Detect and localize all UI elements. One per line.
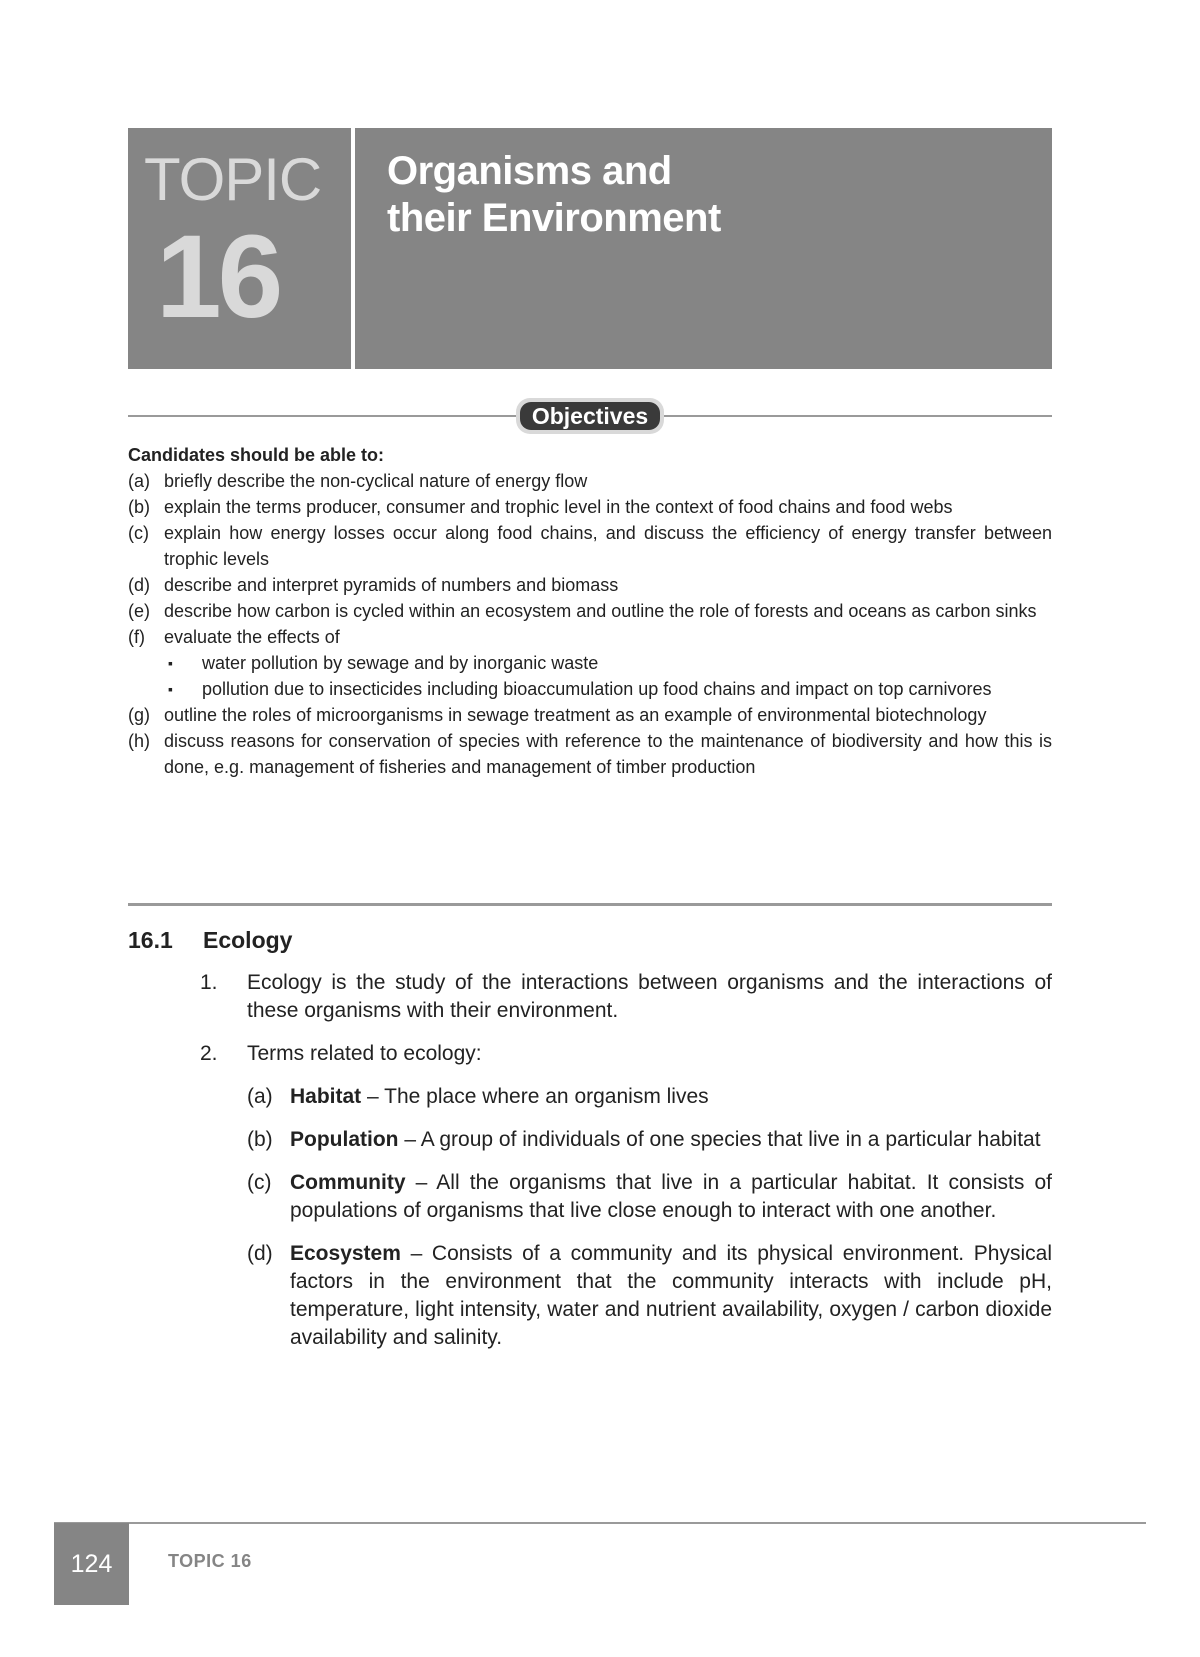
objective-text: describe and interpret pyramids of numbers and biomass [164, 575, 619, 595]
term-item [247, 1240, 1052, 1352]
term-name: Habitat [290, 1085, 362, 1108]
section-rule [128, 903, 1052, 906]
numbered-item-text: Terms related to ecology: [247, 1042, 482, 1065]
objective-label: (a) [128, 471, 150, 491]
page-number: 124 [54, 1523, 129, 1605]
term-item [247, 1169, 1052, 1225]
objective-item [128, 728, 1052, 780]
topic-title [387, 148, 1007, 242]
objective-label: (b) [128, 497, 150, 517]
objectives-list [128, 442, 1052, 780]
term-label: (d) [247, 1242, 273, 1265]
term-name: Ecosystem [290, 1242, 401, 1265]
term-text [290, 1083, 1052, 1111]
banner-divider [351, 128, 355, 369]
objective-label: (h) [128, 731, 150, 751]
term-definition: – A group of individuals of one species that live in a particular habitat [398, 1128, 1041, 1151]
objective-sub-bullet [164, 650, 1052, 676]
term-name: Population [290, 1128, 399, 1151]
section-heading [128, 925, 292, 955]
term-definition: – The place where an organism lives [361, 1085, 709, 1108]
numbered-item-text: Ecology is the study of the interactions between organisms and the interactions of these organisms with their environment. [247, 971, 1052, 1022]
numbered-item [200, 969, 1052, 1025]
objective-item [128, 572, 1052, 598]
topic-title-line-2: their Environment [387, 196, 721, 240]
term-label: (a) [247, 1085, 273, 1108]
objective-label: (d) [128, 575, 150, 595]
section-body [200, 969, 1052, 1367]
term-text [290, 1126, 1052, 1154]
term-text [290, 1240, 1052, 1352]
section-title: Ecology [203, 927, 293, 953]
term-name: Community [290, 1171, 406, 1194]
objective-text: briefly describe the non-cyclical nature of energy flow [164, 471, 588, 491]
section-number: 16.1 [128, 927, 173, 953]
topic-title-line-1: Organisms and [387, 149, 672, 193]
term-label: (c) [247, 1171, 272, 1194]
objectives-intro: Candidates should be able to: [128, 445, 385, 465]
objective-text: discuss reasons for conservation of species with reference to the maintenance of biodiversity and how this is done, e.g. management of fisheries and management of timber production [164, 731, 1052, 777]
objective-sub-bullet [164, 676, 1052, 702]
objective-text: describe how carbon is cycled within an ecosystem and outline the role of forests and oceans as carbon sinks [164, 601, 1037, 621]
objective-item [128, 598, 1052, 624]
term-item [247, 1126, 1052, 1154]
objective-item [128, 520, 1052, 572]
objective-label: (g) [128, 705, 150, 725]
numbered-item [200, 1040, 1052, 1068]
term-text [290, 1169, 1052, 1225]
term-label: (b) [247, 1128, 273, 1151]
footer-rule [54, 1522, 1146, 1524]
term-definition: – Consists of a community and its physical environment. Physical factors in the environment that the community interacts with include pH, temperature, light intensity, water and nutrient availability, oxygen / carbon dioxide availability and salinity. [290, 1242, 1052, 1349]
square-bullet-icon: ▪ [168, 681, 173, 697]
term-item [247, 1083, 1052, 1111]
topic-word: TOPIC [144, 146, 322, 213]
objective-item [128, 702, 1052, 728]
objective-text: evaluate the effects of [164, 627, 340, 647]
objective-label: (e) [128, 601, 150, 621]
terms-list [247, 1083, 1052, 1352]
numbered-item-label: 2. [200, 1042, 218, 1065]
square-bullet-icon: ▪ [168, 655, 173, 671]
objective-item [128, 468, 1052, 494]
objective-label: (c) [128, 523, 149, 543]
objective-label: (f) [128, 627, 145, 647]
topic-number: 16 [156, 211, 280, 343]
topic-banner [128, 128, 1052, 369]
objective-text: explain how energy losses occur along food chains, and discuss the efficiency of energy transfer between trophic levels [164, 523, 1052, 569]
objectives-heading: Objectives [520, 402, 660, 430]
term-definition: – All the organisms that live in a particular habitat. It consists of populations of organisms that live close enough to interact with one another. [290, 1171, 1052, 1222]
objective-text: explain the terms producer, consumer and trophic level in the context of food chains and food webs [164, 497, 953, 517]
numbered-item-label: 1. [200, 971, 218, 994]
objectives-badge [516, 398, 664, 434]
objective-item [128, 624, 1052, 650]
objective-item [128, 494, 1052, 520]
objective-sub-text: water pollution by sewage and by inorganic waste [202, 653, 599, 673]
footer-topic-label: TOPIC 16 [168, 1551, 252, 1571]
objective-sub-text: pollution due to insecticides including bioaccumulation up food chains and impact on top carnivores [202, 679, 992, 699]
objective-text: outline the roles of microorganisms in sewage treatment as an example of environmental biotechnology [164, 705, 987, 725]
